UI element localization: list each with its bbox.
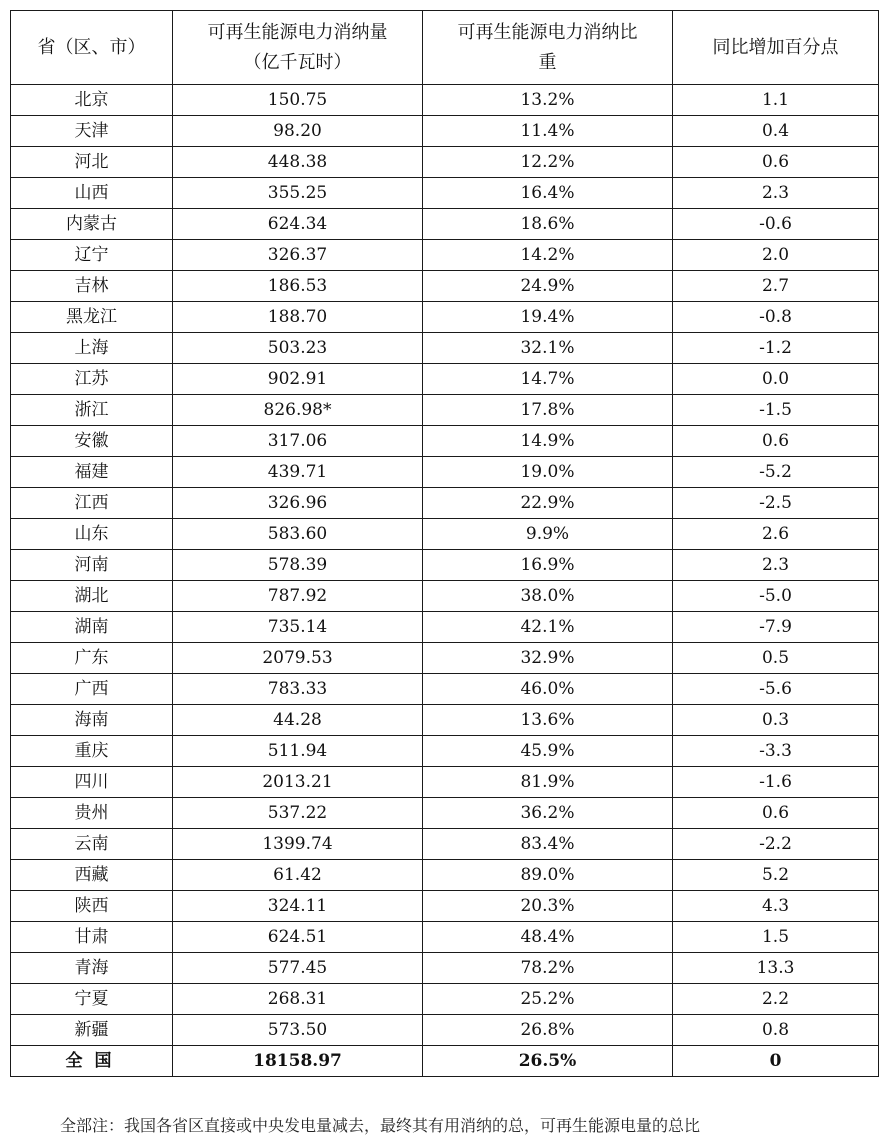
yoy-change-cell: 2.6 bbox=[673, 519, 879, 550]
share-cell: 11.4% bbox=[423, 116, 673, 147]
yoy-change-cell: -2.5 bbox=[673, 488, 879, 519]
header-province-label: 省（区、市） bbox=[37, 36, 146, 58]
renewable-consumption-table bbox=[10, 10, 879, 1077]
share-cell: 38.0% bbox=[423, 581, 673, 612]
consumption-cell: 1399.74 bbox=[173, 829, 423, 860]
share-cell: 20.3% bbox=[423, 891, 673, 922]
share-cell: 25.2% bbox=[423, 984, 673, 1015]
province-cell: 湖北 bbox=[11, 581, 173, 612]
yoy-change-cell: 0.4 bbox=[673, 116, 879, 147]
consumption-cell: 326.37 bbox=[173, 240, 423, 271]
share-cell: 19.0% bbox=[423, 457, 673, 488]
consumption-cell: 902.91 bbox=[173, 364, 423, 395]
table-row bbox=[11, 240, 879, 271]
table-row bbox=[11, 364, 879, 395]
share-cell: 13.2% bbox=[423, 85, 673, 116]
province-cell: 宁夏 bbox=[11, 984, 173, 1015]
share-cell: 26.8% bbox=[423, 1015, 673, 1046]
table-row bbox=[11, 457, 879, 488]
share-cell: 32.9% bbox=[423, 643, 673, 674]
table-row bbox=[11, 519, 879, 550]
table-row bbox=[11, 271, 879, 302]
table-row bbox=[11, 147, 879, 178]
share-cell: 9.9% bbox=[423, 519, 673, 550]
total-consumption: 18158.97 bbox=[173, 1046, 423, 1077]
yoy-change-cell: 2.2 bbox=[673, 984, 879, 1015]
yoy-change-cell: -3.3 bbox=[673, 736, 879, 767]
consumption-cell: 2013.21 bbox=[173, 767, 423, 798]
footnote-text: 全部注：我国各省区直接或中央发电量减去，最终其有用消纳的总，可再生能源电量的总比 bbox=[60, 1116, 701, 1135]
consumption-cell: 583.60 bbox=[173, 519, 423, 550]
share-cell: 36.2% bbox=[423, 798, 673, 829]
table-row bbox=[11, 705, 879, 736]
table-row bbox=[11, 550, 879, 581]
province-cell: 江西 bbox=[11, 488, 173, 519]
table-row bbox=[11, 891, 879, 922]
province-cell: 陕西 bbox=[11, 891, 173, 922]
share-cell: 24.9% bbox=[423, 271, 673, 302]
share-cell: 83.4% bbox=[423, 829, 673, 860]
yoy-change-cell: 5.2 bbox=[673, 860, 879, 891]
share-cell: 89.0% bbox=[423, 860, 673, 891]
consumption-cell: 188.70 bbox=[173, 302, 423, 333]
province-cell: 河北 bbox=[11, 147, 173, 178]
consumption-cell: 439.71 bbox=[173, 457, 423, 488]
table-row bbox=[11, 1015, 879, 1046]
province-cell: 河南 bbox=[11, 550, 173, 581]
consumption-cell: 787.92 bbox=[173, 581, 423, 612]
header-consumption bbox=[173, 11, 423, 85]
share-cell: 14.2% bbox=[423, 240, 673, 271]
yoy-change-cell: 1.1 bbox=[673, 85, 879, 116]
share-cell: 42.1% bbox=[423, 612, 673, 643]
province-cell: 青海 bbox=[11, 953, 173, 984]
consumption-cell: 577.45 bbox=[173, 953, 423, 984]
header-consumption-unit: （亿千瓦时） bbox=[243, 51, 352, 73]
consumption-cell: 61.42 bbox=[173, 860, 423, 891]
province-cell: 浙江 bbox=[11, 395, 173, 426]
consumption-cell: 624.51 bbox=[173, 922, 423, 953]
consumption-cell: 578.39 bbox=[173, 550, 423, 581]
province-cell: 北京 bbox=[11, 85, 173, 116]
yoy-change-cell: 0.6 bbox=[673, 426, 879, 457]
consumption-cell: 44.28 bbox=[173, 705, 423, 736]
yoy-change-cell: 4.3 bbox=[673, 891, 879, 922]
table-row bbox=[11, 736, 879, 767]
table-body bbox=[11, 85, 879, 1077]
province-cell: 福建 bbox=[11, 457, 173, 488]
consumption-cell: 324.11 bbox=[173, 891, 423, 922]
consumption-cell: 355.25 bbox=[173, 178, 423, 209]
yoy-change-cell: -1.2 bbox=[673, 333, 879, 364]
document-page bbox=[10, 10, 878, 1077]
share-cell: 18.6% bbox=[423, 209, 673, 240]
table-row bbox=[11, 767, 879, 798]
consumption-cell: 186.53 bbox=[173, 271, 423, 302]
table-row bbox=[11, 984, 879, 1015]
table-row bbox=[11, 674, 879, 705]
province-cell: 重庆 bbox=[11, 736, 173, 767]
table-row bbox=[11, 395, 879, 426]
province-cell: 安徽 bbox=[11, 426, 173, 457]
consumption-cell: 537.22 bbox=[173, 798, 423, 829]
total-share: 26.5% bbox=[423, 1046, 673, 1077]
table-row bbox=[11, 922, 879, 953]
table-row bbox=[11, 85, 879, 116]
yoy-change-cell: 0.6 bbox=[673, 147, 879, 178]
consumption-cell: 317.06 bbox=[173, 426, 423, 457]
yoy-change-cell: -5.0 bbox=[673, 581, 879, 612]
province-cell: 黑龙江 bbox=[11, 302, 173, 333]
province-cell: 西藏 bbox=[11, 860, 173, 891]
yoy-change-cell: -7.9 bbox=[673, 612, 879, 643]
table-row bbox=[11, 488, 879, 519]
province-cell: 上海 bbox=[11, 333, 173, 364]
yoy-change-cell: 0.6 bbox=[673, 798, 879, 829]
share-cell: 46.0% bbox=[423, 674, 673, 705]
consumption-cell: 503.23 bbox=[173, 333, 423, 364]
consumption-cell: 150.75 bbox=[173, 85, 423, 116]
share-cell: 17.8% bbox=[423, 395, 673, 426]
consumption-cell: 624.34 bbox=[173, 209, 423, 240]
header-province bbox=[11, 11, 173, 85]
consumption-cell: 326.96 bbox=[173, 488, 423, 519]
share-cell: 16.9% bbox=[423, 550, 673, 581]
table-row bbox=[11, 643, 879, 674]
share-cell: 12.2% bbox=[423, 147, 673, 178]
footnote-clip bbox=[0, 1115, 888, 1135]
consumption-cell: 826.98* bbox=[173, 395, 423, 426]
header-share-label: 可再生能源电力消纳比 bbox=[457, 21, 638, 43]
consumption-cell: 511.94 bbox=[173, 736, 423, 767]
share-cell: 22.9% bbox=[423, 488, 673, 519]
yoy-change-cell: 13.3 bbox=[673, 953, 879, 984]
province-cell: 广西 bbox=[11, 674, 173, 705]
yoy-change-cell: 0.0 bbox=[673, 364, 879, 395]
header-consumption-label: 可再生能源电力消纳量 bbox=[207, 21, 388, 43]
table-row bbox=[11, 209, 879, 240]
province-cell: 辽宁 bbox=[11, 240, 173, 271]
consumption-cell: 783.33 bbox=[173, 674, 423, 705]
share-cell: 48.4% bbox=[423, 922, 673, 953]
share-cell: 14.9% bbox=[423, 426, 673, 457]
yoy-change-cell: 1.5 bbox=[673, 922, 879, 953]
province-cell: 甘肃 bbox=[11, 922, 173, 953]
total-yoy-change: 0 bbox=[673, 1046, 879, 1077]
yoy-change-cell: -5.2 bbox=[673, 457, 879, 488]
province-cell: 山东 bbox=[11, 519, 173, 550]
header-yoy-label: 同比增加百分点 bbox=[712, 36, 839, 58]
share-cell: 32.1% bbox=[423, 333, 673, 364]
yoy-change-cell: 0.8 bbox=[673, 1015, 879, 1046]
consumption-cell: 573.50 bbox=[173, 1015, 423, 1046]
total-label: 全国 bbox=[11, 1046, 173, 1077]
table-row bbox=[11, 426, 879, 457]
yoy-change-cell: 0.3 bbox=[673, 705, 879, 736]
consumption-cell: 735.14 bbox=[173, 612, 423, 643]
yoy-change-cell: 2.3 bbox=[673, 550, 879, 581]
table-row bbox=[11, 798, 879, 829]
province-cell: 新疆 bbox=[11, 1015, 173, 1046]
yoy-change-cell: -1.6 bbox=[673, 767, 879, 798]
province-cell: 山西 bbox=[11, 178, 173, 209]
yoy-change-cell: 2.0 bbox=[673, 240, 879, 271]
yoy-change-cell: -0.8 bbox=[673, 302, 879, 333]
consumption-cell: 448.38 bbox=[173, 147, 423, 178]
header-row bbox=[11, 11, 879, 85]
yoy-change-cell: -2.2 bbox=[673, 829, 879, 860]
share-cell: 13.6% bbox=[423, 705, 673, 736]
header-share-label-cont: 重 bbox=[538, 51, 557, 73]
table-row bbox=[11, 333, 879, 364]
total-row bbox=[11, 1046, 879, 1077]
province-cell: 湖南 bbox=[11, 612, 173, 643]
table-row bbox=[11, 302, 879, 333]
yoy-change-cell: 2.7 bbox=[673, 271, 879, 302]
share-cell: 16.4% bbox=[423, 178, 673, 209]
province-cell: 四川 bbox=[11, 767, 173, 798]
table-row bbox=[11, 860, 879, 891]
table-header bbox=[11, 11, 879, 85]
share-cell: 78.2% bbox=[423, 953, 673, 984]
consumption-cell: 268.31 bbox=[173, 984, 423, 1015]
header-share bbox=[423, 11, 673, 85]
province-cell: 江苏 bbox=[11, 364, 173, 395]
province-cell: 海南 bbox=[11, 705, 173, 736]
consumption-cell: 98.20 bbox=[173, 116, 423, 147]
yoy-change-cell: -0.6 bbox=[673, 209, 879, 240]
share-cell: 45.9% bbox=[423, 736, 673, 767]
share-cell: 19.4% bbox=[423, 302, 673, 333]
share-cell: 81.9% bbox=[423, 767, 673, 798]
consumption-cell: 2079.53 bbox=[173, 643, 423, 674]
yoy-change-cell: 0.5 bbox=[673, 643, 879, 674]
yoy-change-cell: -5.6 bbox=[673, 674, 879, 705]
yoy-change-cell: 2.3 bbox=[673, 178, 879, 209]
yoy-change-cell: -1.5 bbox=[673, 395, 879, 426]
table-row bbox=[11, 178, 879, 209]
table-row bbox=[11, 612, 879, 643]
table-row bbox=[11, 953, 879, 984]
table-row bbox=[11, 116, 879, 147]
province-cell: 广东 bbox=[11, 643, 173, 674]
table-row bbox=[11, 581, 879, 612]
province-cell: 贵州 bbox=[11, 798, 173, 829]
province-cell: 内蒙古 bbox=[11, 209, 173, 240]
table-row bbox=[11, 829, 879, 860]
province-cell: 云南 bbox=[11, 829, 173, 860]
header-yoy-change bbox=[673, 11, 879, 85]
province-cell: 天津 bbox=[11, 116, 173, 147]
province-cell: 吉林 bbox=[11, 271, 173, 302]
share-cell: 14.7% bbox=[423, 364, 673, 395]
